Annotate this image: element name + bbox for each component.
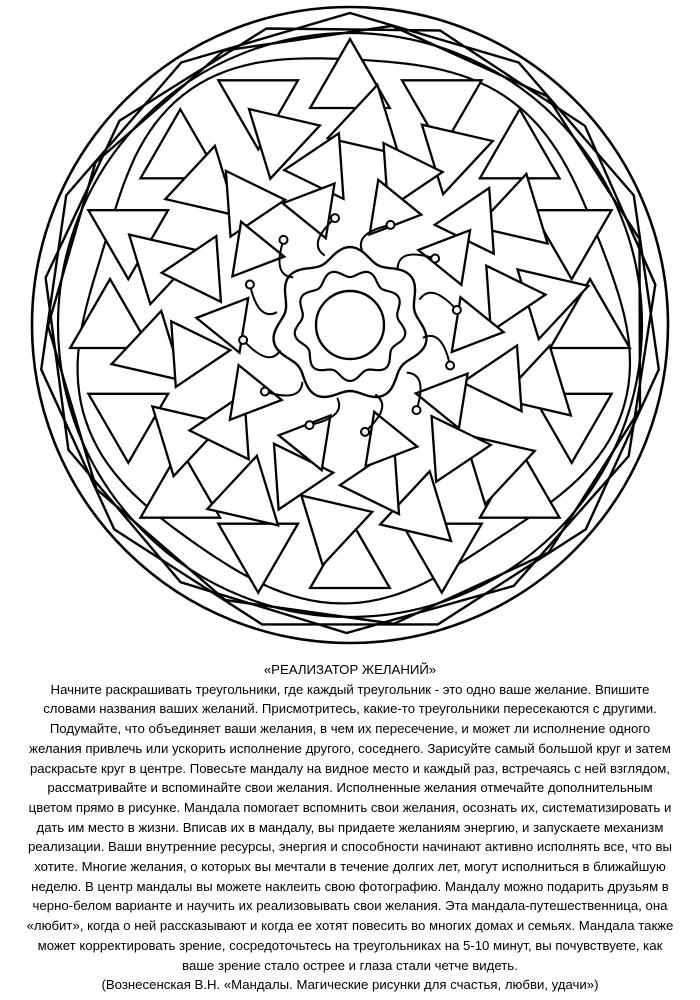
triangle-51 [418, 230, 470, 285]
triangle-28 [422, 125, 493, 195]
text-line-13: «любит», когда о ней рассказывают и когда ее хотят повесить во многих домах и семьях. Мандала также [26, 918, 674, 934]
triangle-46 [230, 365, 282, 420]
text-line-2: словами названия ваших желаний. Присмотритесь, какие-то треугольники пересекаются с другими. [43, 701, 657, 717]
text-line-1: Начните раскрашивать треугольники, где каждый треугольник - это одно ваше желание. Впишите [50, 681, 650, 697]
ray-line-12 [420, 293, 457, 310]
ray-line-11 [398, 254, 436, 268]
text-line-4: желания привлечь или ускорить исполнение другого, соседнего. Зарисуйте самый большой круг и затем [29, 740, 671, 756]
text-line-3: Подумайте, что объединяет ваши желания, в чем их пересечение, и может ли исполнение одного [49, 721, 651, 737]
text-line-6: рассматривайте и вспоминайте свои желания. Исполненные желания отмечайте дополнительным [47, 780, 653, 796]
description-text [14, 660, 686, 995]
text-line-15: ваше зрение стало острее и глаза стали четче видеть. [182, 957, 518, 973]
text-line-9: реализации. Ваши внутренние ресурсы, энергия и способности начинают активно исполнять все, что вы [27, 839, 673, 855]
text-line-7: цветом прямо в рисунке. Мандала помогает вспомнить свои желания, осознать их, систематизировать и [28, 799, 672, 815]
ray-dot-2 [413, 406, 421, 414]
ray-dot-5 [261, 388, 269, 396]
ray-dot-8 [280, 236, 288, 244]
ray-dot-6 [239, 336, 247, 344]
triangle-6 [218, 524, 298, 593]
text-line-8: дать им место в жизни. Вписав их в мандалу, вы придаете желаниям энергию, и запускаете механизм [36, 819, 664, 835]
ray-dot-3 [361, 428, 369, 436]
document-title: «РЕАЛИЗАТОР ЖЕЛАНИЙ» [263, 662, 437, 677]
text-line-12: черно-белом варианте и научить их реализовывать свои желания. Эта мандала-путешественница, она [32, 898, 668, 914]
ray-dot-1 [446, 362, 454, 370]
triangle-38 [226, 171, 285, 237]
ray-dot-7 [246, 281, 254, 289]
ray-line-5 [265, 382, 303, 396]
text-line-11: неделю. В центр мандалы вы можете наклеить свою фотографию. Мандалу можно подарить друзьям в [31, 878, 669, 894]
text-line-10: хотите. Многие желания, о которых вы мечтали в течение долгих лет, могут исполниться в ближайшую [34, 859, 666, 875]
triangle-49 [283, 184, 335, 239]
triangle-15 [480, 109, 560, 178]
ray-dot-4 [306, 421, 314, 429]
text-line-5: раскрасьте круг в центре. Повесьте мандалу на видное место и каждый раз, встречаясь с ней взглядом, [29, 760, 671, 776]
center-circle [316, 291, 384, 359]
citation: (Вознесенская В.Н. «Мандалы. Магические рисунки для счастья, любви, удачи») [101, 977, 599, 993]
triangle-48 [232, 222, 284, 277]
ray-dot-12 [453, 306, 461, 314]
text-line-14: может корректировать зрение, сосредоточьтесь на треугольниках на 5-10 минут, вы почувствуете, как [37, 937, 663, 953]
ray-line-7 [250, 285, 277, 315]
ray-dot-10 [387, 221, 395, 229]
triangle-31 [462, 346, 521, 412]
ray-dot-9 [331, 214, 339, 222]
ray-dot-11 [431, 255, 439, 263]
